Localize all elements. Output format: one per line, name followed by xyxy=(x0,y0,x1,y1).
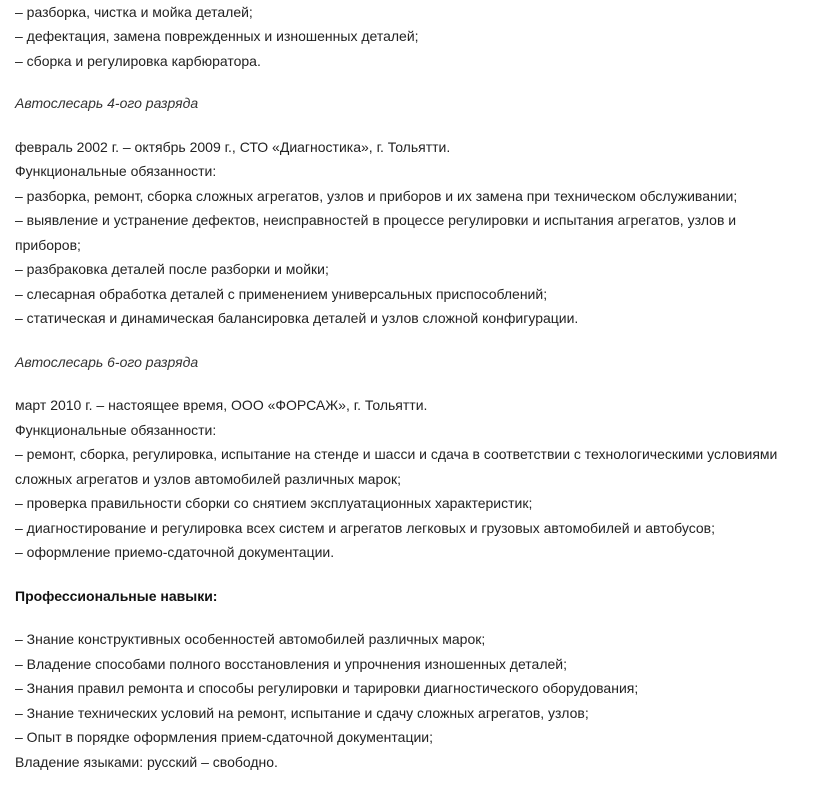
job-title: Автослесарь 6-ого разряда xyxy=(15,353,199,370)
languages-line: Владение языками: русский – свободно. xyxy=(15,753,278,770)
list-item: – Опыт в порядке оформления прием-сдаточной документации; xyxy=(15,729,433,745)
list-item: – проверка правильности сборки со снятием эксплуатационных характеристик; xyxy=(15,495,533,511)
skills-section xyxy=(15,584,815,775)
list-item: – сборка и регулировка карбюратора. xyxy=(15,52,261,69)
list-item: – дефектация, замена поврежденных и изношенных деталей; xyxy=(15,28,419,44)
job-section-2 xyxy=(15,350,815,565)
list-item: приборов; xyxy=(15,236,81,253)
list-item: сложных агрегатов и узлов автомобилей различных марок; xyxy=(15,470,402,487)
list-item: – Знания правил ремонта и способы регулировки и тарировки диагностического оборудования; xyxy=(15,680,639,696)
list-item: – разборка, ремонт, сборка сложных агрегатов, узлов и приборов и их замена при техническом обслуживании; xyxy=(15,187,738,204)
duties-label: Функциональные обязанности: xyxy=(15,163,217,179)
job-title: Автослесарь 4-ого разряда xyxy=(15,95,199,111)
list-item: – Знание конструктивных особенностей автомобилей различных марок; xyxy=(15,631,486,647)
list-item: – разборка, чистка и мойка деталей; xyxy=(15,4,253,20)
list-item: – разбраковка деталей после разборки и мойки; xyxy=(15,261,329,277)
list-item: – Знание технических условий на ремонт, испытание и сдачу сложных агрегатов, узлов; xyxy=(15,704,589,721)
list-item: – ремонт, сборка, регулировка, испытание на стенде и шасси и сдача в соответствии с технологическими условиями xyxy=(15,446,778,462)
skills-title: Профессиональные навыки: xyxy=(15,587,218,604)
job-period: март 2010 г. – настоящее время, ООО «ФОРСАЖ», г. Тольятти. xyxy=(15,397,428,413)
intro-list xyxy=(15,0,815,73)
list-item: – выявление и устранение дефектов, неисправностей в процессе регулировки и испытания агрегатов, узлов и xyxy=(15,212,737,228)
job-section-1 xyxy=(15,91,815,331)
list-item: – слесарная обработка деталей с применением универсальных приспособлений; xyxy=(15,285,548,302)
list-item: – статическая и динамическая балансировка деталей и узлов сложной конфигурации. xyxy=(15,310,579,326)
list-item: – диагностирование и регулировка всех систем и агрегатов легковых и грузовых автомобилей и автобусов; xyxy=(15,519,715,536)
list-item: – Владение способами полного восстановления и упрочнения изношенных деталей; xyxy=(15,655,567,672)
job-period: февраль 2002 г. – октябрь 2009 г., СТО «Диагностика», г. Тольятти. xyxy=(15,138,451,155)
duties-label: Функциональные обязанности: xyxy=(15,421,217,438)
list-item: – оформление приемо-сдаточной документации. xyxy=(15,544,335,560)
